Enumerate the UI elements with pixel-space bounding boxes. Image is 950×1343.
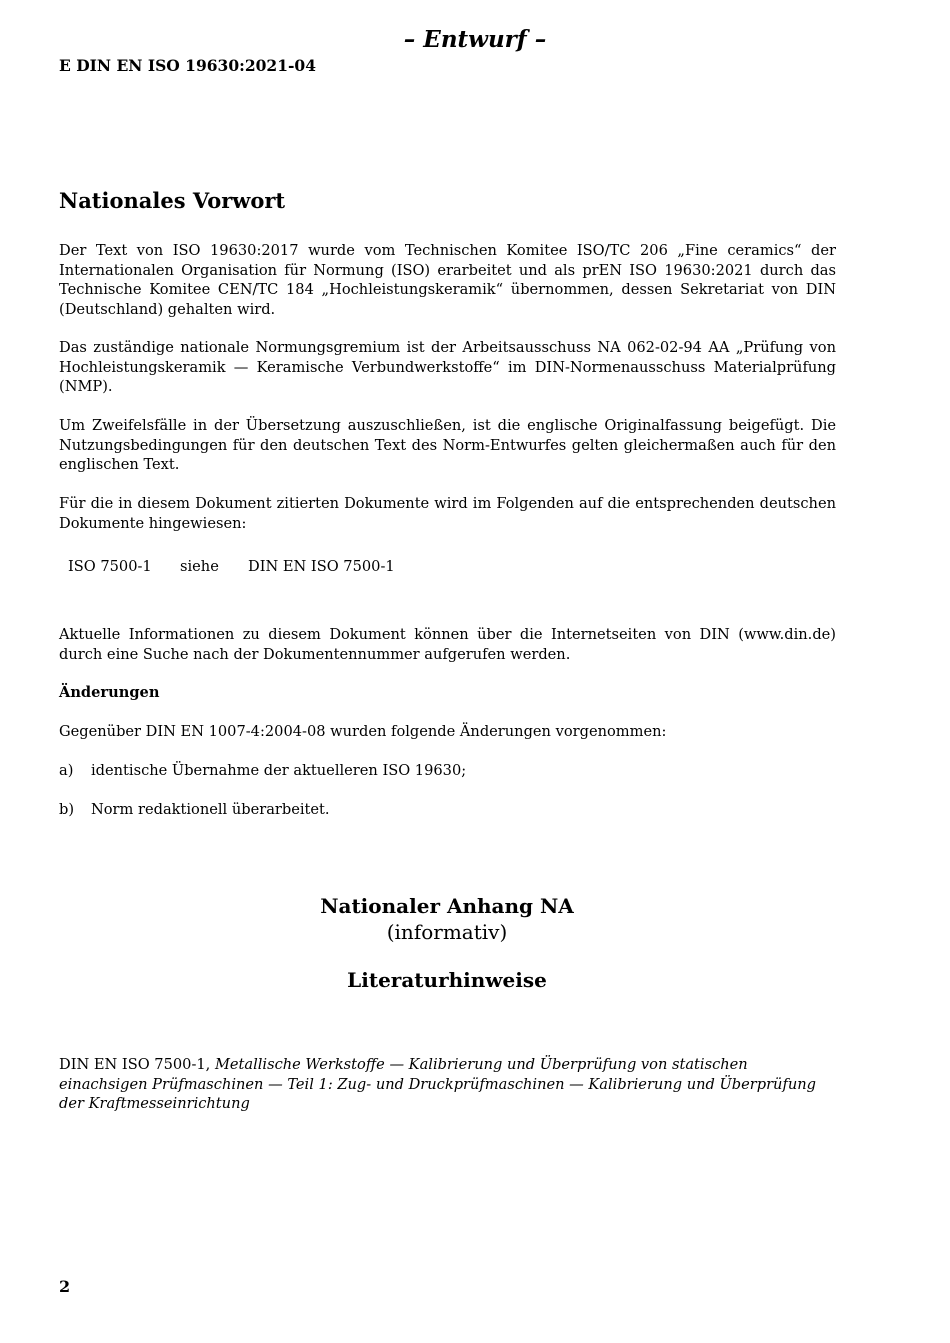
list-item — [59, 761, 466, 781]
reference-din: DIN EN ISO 7500-1 — [248, 558, 395, 575]
literature-title: Literaturhinweise — [347, 968, 547, 992]
annex-subtitle: (informativ) — [386, 920, 508, 944]
annex-title: Nationaler Anhang NA — [320, 894, 574, 918]
list-marker: a) — [59, 762, 74, 779]
bibliography-entry-id: DIN EN ISO 7500-1, — [59, 1056, 215, 1073]
reference-iso: ISO 7500-1 — [68, 558, 152, 575]
list-item-text: Norm redaktionell überarbeitet. — [91, 801, 330, 818]
foreword-paragraph: Für die in diesem Dokument zitierten Dokumente wird im Folgenden auf die entsprechenden deutschen Dokumente hingewiesen: — [59, 495, 836, 532]
foreword-paragraph: Der Text von ISO 19630:2017 wurde vom Technischen Komitee ISO/TC 206 „Fine ceramics“ der Internationalen Organisation für Normung (ISO) erarbeitet und als prEN ISO 19630:2021 durch das Technische Komitee CEN/TC 184 „Hochleistungskeramik“ übernommen, dessen Sekretariat von DIN (Deutschland) gehalten wird. — [59, 242, 836, 318]
bibliography-entry — [59, 1055, 819, 1114]
reference-row — [68, 557, 395, 577]
document-id: E DIN EN ISO 19630:2021-04 — [59, 56, 316, 75]
list-marker: b) — [59, 801, 75, 818]
foreword-paragraph: Um Zweifelsfälle in der Übersetzung auszuschließen, ist die englische Originalfassung beigefügt. Die Nutzungsbedingungen für den deutschen Text des Norm-Entwurfes gelten gleichermaßen auch für den englischen Text. — [59, 417, 836, 474]
reference-siehe: siehe — [180, 558, 219, 575]
foreword-paragraph: Das zuständige nationale Normungsgremium ist der Arbeitsausschuss NA 062-02-94 AA „Prüfung von Hochleistungskeramik — Keramische Verbundwerkstoffe“ im DIN-Normenausschuss Materialprüfung (NMP). — [59, 339, 836, 396]
changes-intro: Gegenüber DIN EN 1007-4:2004-08 wurden folgende Änderungen vorgenommen: — [59, 723, 667, 740]
list-item — [59, 800, 330, 820]
page-number: 2 — [59, 1277, 71, 1296]
info-paragraph: Aktuelle Informationen zu diesem Dokument können über die Internetseiten von DIN (www.din.de) durch eine Suche nach der Dokumentennummer aufgerufen werden. — [59, 626, 836, 663]
bibliography-entry-title: Metallische Werkstoffe — Kalibrierung und Überprüfung von statischen einachsigen Prüfmaschinen — Teil 1: Zug- und Druckprüfmaschinen — Kalibrierung und Überprüfung der Kraftmesseinrichtung — [59, 1056, 816, 1113]
changes-heading: Änderungen — [59, 684, 160, 701]
list-item-text: identische Übernahme der aktuelleren ISO 19630; — [91, 762, 467, 779]
section-title-foreword: Nationales Vorwort — [59, 188, 286, 213]
draft-watermark: – Entwurf – — [403, 26, 547, 53]
